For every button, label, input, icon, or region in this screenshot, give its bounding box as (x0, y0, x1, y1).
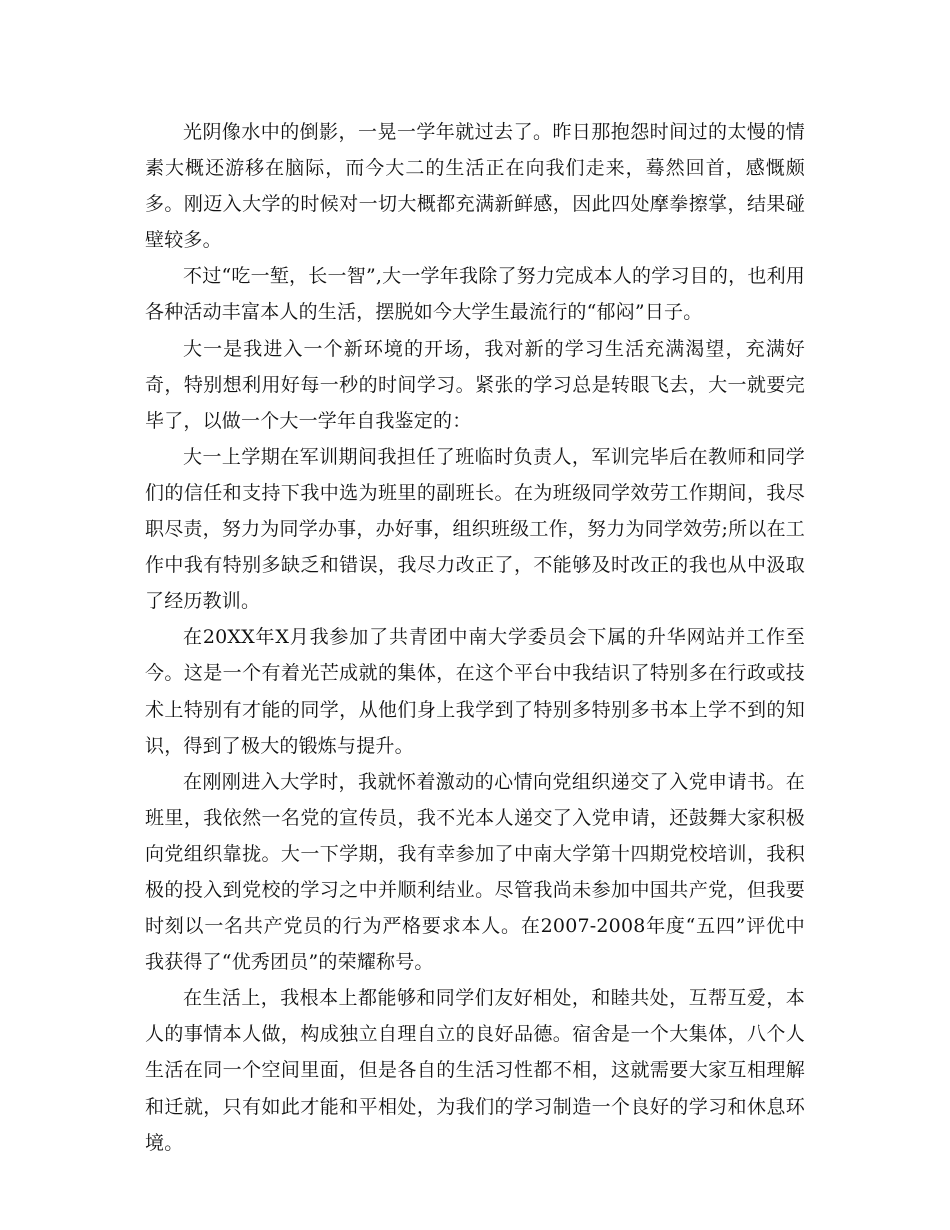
document-body (145, 114, 805, 1161)
paragraph-6: 在刚刚进入大学时，我就怀着激动的心情向党组织递交了入党申请书。在班里，我依然一名党的宣传员，我不光本人递交了入党申请，还鼓舞大家积极向党组织靠拢。大一下学期，我有幸参加了中南大学第十四期党校培训，我积极的投入到党校的学习之中并顺利结业。尽管我尚未参加中国共产党，但我要时刻以一名共产党员的行为严格要求本人。在2007-2008年度“五四”评优中我获得了“优秀团员”的荣耀称号。 (145, 770, 805, 974)
paragraph-4: 大一上学期在军训期间我担任了班临时负责人，军训完毕后在教师和同学们的信任和支持下我中选为班里的副班长。在为班级同学效劳工作期间，我尽职尽责，努力为同学办事，办好事，组织班级工作，努力为同学效劳;所以在工作中我有特别多缺乏和错误，我尽力改正了，不能够及时改正的我也从中汲取了经历教训。 (145, 445, 805, 613)
paragraph-7: 在生活上，我根本上都能够和同学们友好相处，和睦共处，互帮互爱，本人的事情本人做，构成独立自理自立的良好品德。宿舍是一个大集体，八个人生活在同一个空间里面，但是各自的生活习性都不相，这就需要大家互相理解和迁就，只有如此才能和平相处，为我们的学习制造一个良好的学习和休息环境。 (145, 987, 805, 1154)
paragraph-1: 光阴像水中的倒影，一晃一学年就过去了。昨日那抱怨时间过的太慢的情素大概还游移在脑际，而今大二的生活正在向我们走来，蓦然回首，感慨颇多。刚迈入大学的时候对一切大概都充满新鲜感，因此四处摩拳擦掌，结果碰壁较多。 (145, 121, 805, 252)
paragraph-3: 大一是我进入一个新环境的开场，我对新的学习生活充满渴望，充满好奇，特别想利用好每一秒的时间学习。紧张的学习总是转眼飞去，大一就要完毕了，以做一个大一学年自我鉴定的： (145, 337, 805, 432)
paragraph-5: 在20XX年X月我参加了共青团中南大学委员会下属的升华网站并工作至今。这是一个有着光芒成就的集体，在这个平台中我结识了特别多在行政或技术上特别有才能的同学，从他们身上我学到了特别多特别多书本上学不到的知识，得到了极大的锻炼与提升。 (145, 626, 805, 757)
paragraph-2: 不过“吃一堑，长一智”,大一学年我除了努力完成本人的学习目的，也利用各种活动丰富本人的生活，摆脱如今大学生最流行的“郁闷”日子。 (145, 265, 805, 324)
